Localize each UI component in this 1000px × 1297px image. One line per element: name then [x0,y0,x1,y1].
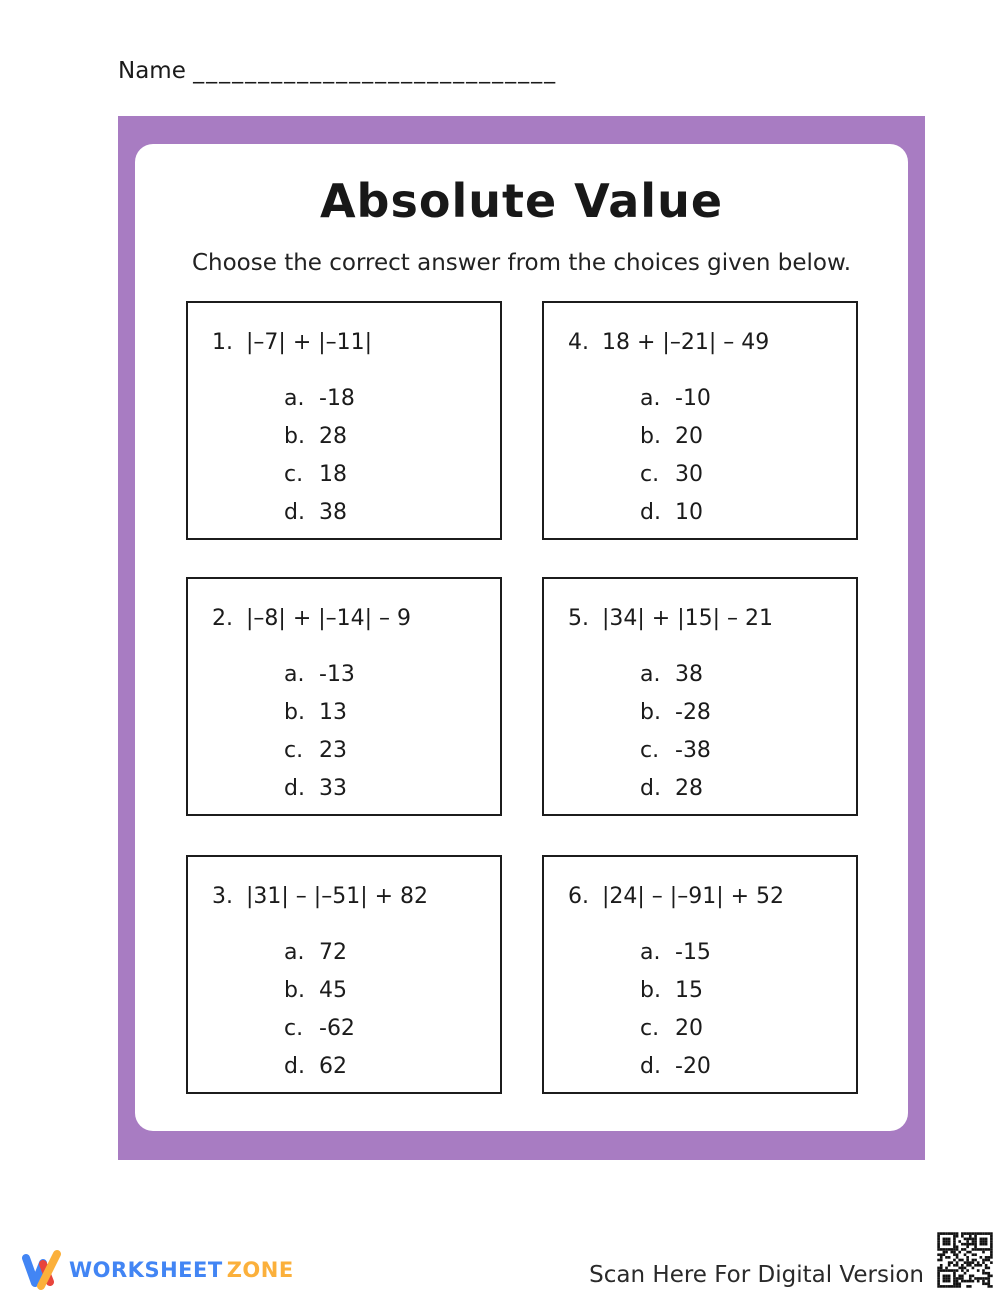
problem-statement [212,606,500,631]
option-value: 28 [319,423,347,449]
option-value: 62 [319,1053,347,1079]
worksheet-title: Absolute Value [319,174,724,228]
option-d[interactable] [640,1047,856,1085]
name-label: Name [118,58,186,84]
option-letter: a. [640,385,661,411]
worksheet-card [135,144,908,1131]
option-d[interactable] [640,493,856,531]
option-letter: b. [640,423,661,449]
problem-number: 2. [212,606,233,631]
problem-expression: |24| – |–91| + 52 [602,884,785,909]
option-letter: b. [284,699,305,725]
brand-logo [20,1246,294,1294]
option-value: -28 [675,699,711,725]
option-d[interactable] [284,769,500,807]
option-value: 72 [319,939,347,965]
problem-number: 4. [568,330,589,355]
option-letter: d. [284,775,305,801]
problem-box-6 [542,855,858,1094]
problem-expression: |–7| + |–11| [246,330,373,355]
problem-box-1 [186,301,502,540]
option-value: 38 [319,499,347,525]
option-letter: c. [640,1015,660,1041]
option-value: 38 [675,661,703,687]
options-list [284,379,500,531]
option-value: 20 [675,423,703,449]
problem-box-5 [542,577,858,816]
option-b[interactable] [640,693,856,731]
option-a[interactable] [640,379,856,417]
options-list [640,655,856,807]
option-value: -62 [319,1015,355,1041]
option-c[interactable] [284,455,500,493]
option-letter: a. [284,939,305,965]
option-b[interactable] [284,971,500,1009]
option-letter: d. [640,499,661,525]
options-list [284,933,500,1085]
option-letter: a. [284,385,305,411]
problem-statement [568,606,856,631]
problem-expression: |31| – |–51| + 82 [246,884,429,909]
problem-statement [212,884,500,909]
option-c[interactable] [640,455,856,493]
option-letter: c. [284,1015,304,1041]
options-list [640,933,856,1085]
option-value: -15 [675,939,711,965]
worksheet-frame [118,116,925,1160]
option-a[interactable] [640,655,856,693]
option-letter: d. [284,499,305,525]
option-value: 20 [675,1015,703,1041]
option-c[interactable] [640,731,856,769]
option-value: 28 [675,775,703,801]
option-letter: c. [640,737,660,763]
problem-statement [568,330,856,355]
problem-number: 1. [212,330,233,355]
brand-name [69,1258,294,1282]
problem-number: 5. [568,606,589,631]
options-list [640,379,856,531]
option-a[interactable] [284,379,500,417]
option-value: 13 [319,699,347,725]
option-value: 15 [675,977,703,1003]
brand-name-zone: ZONE [226,1258,294,1282]
option-letter: b. [640,977,661,1003]
option-letter: b. [284,423,305,449]
option-letter: a. [284,661,305,687]
name-blank-line[interactable]: ____________________________ [193,59,558,84]
option-d[interactable] [640,769,856,807]
problem-statement [568,884,856,909]
option-value: 33 [319,775,347,801]
scan-here-text: Scan Here For Digital Version [589,1262,924,1288]
worksheetzone-w-icon [20,1246,64,1294]
option-letter: b. [284,977,305,1003]
option-b[interactable] [640,417,856,455]
problem-expression: |34| + |15| – 21 [602,606,774,631]
qr-code [932,1227,998,1293]
problem-expression: |–8| + |–14| – 9 [246,606,412,631]
option-letter: a. [640,661,661,687]
option-c[interactable] [284,731,500,769]
option-value: -38 [675,737,711,763]
option-letter: c. [640,461,660,487]
option-a[interactable] [284,933,500,971]
brand-name-worksheet: WORKSHEET [69,1258,223,1282]
problem-box-2 [186,577,502,816]
option-letter: c. [284,461,304,487]
problem-box-4 [542,301,858,540]
option-value: -10 [675,385,711,411]
option-letter: c. [284,737,304,763]
option-value: 30 [675,461,703,487]
option-value: 18 [319,461,347,487]
option-b[interactable] [284,417,500,455]
option-letter: a. [640,939,661,965]
option-letter: d. [284,1053,305,1079]
problem-box-3 [186,855,502,1094]
option-value: 10 [675,499,703,525]
option-d[interactable] [284,1047,500,1085]
option-d[interactable] [284,493,500,531]
name-row [118,58,557,84]
option-value: 45 [319,977,347,1003]
option-value: -18 [319,385,355,411]
option-letter: d. [640,775,661,801]
problem-statement [212,330,500,355]
options-list [284,655,500,807]
option-c[interactable] [640,1009,856,1047]
problem-expression: 18 + |–21| – 49 [602,330,770,355]
problem-number: 3. [212,884,233,909]
option-value: 23 [319,737,347,763]
option-value: -20 [675,1053,711,1079]
worksheet-instructions: Choose the correct answer from the choices given below. [191,250,852,276]
option-letter: d. [640,1053,661,1079]
option-value: -13 [319,661,355,687]
option-c[interactable] [284,1009,500,1047]
option-a[interactable] [284,655,500,693]
option-letter: b. [640,699,661,725]
option-a[interactable] [640,933,856,971]
option-b[interactable] [284,693,500,731]
problem-number: 6. [568,884,589,909]
option-b[interactable] [640,971,856,1009]
